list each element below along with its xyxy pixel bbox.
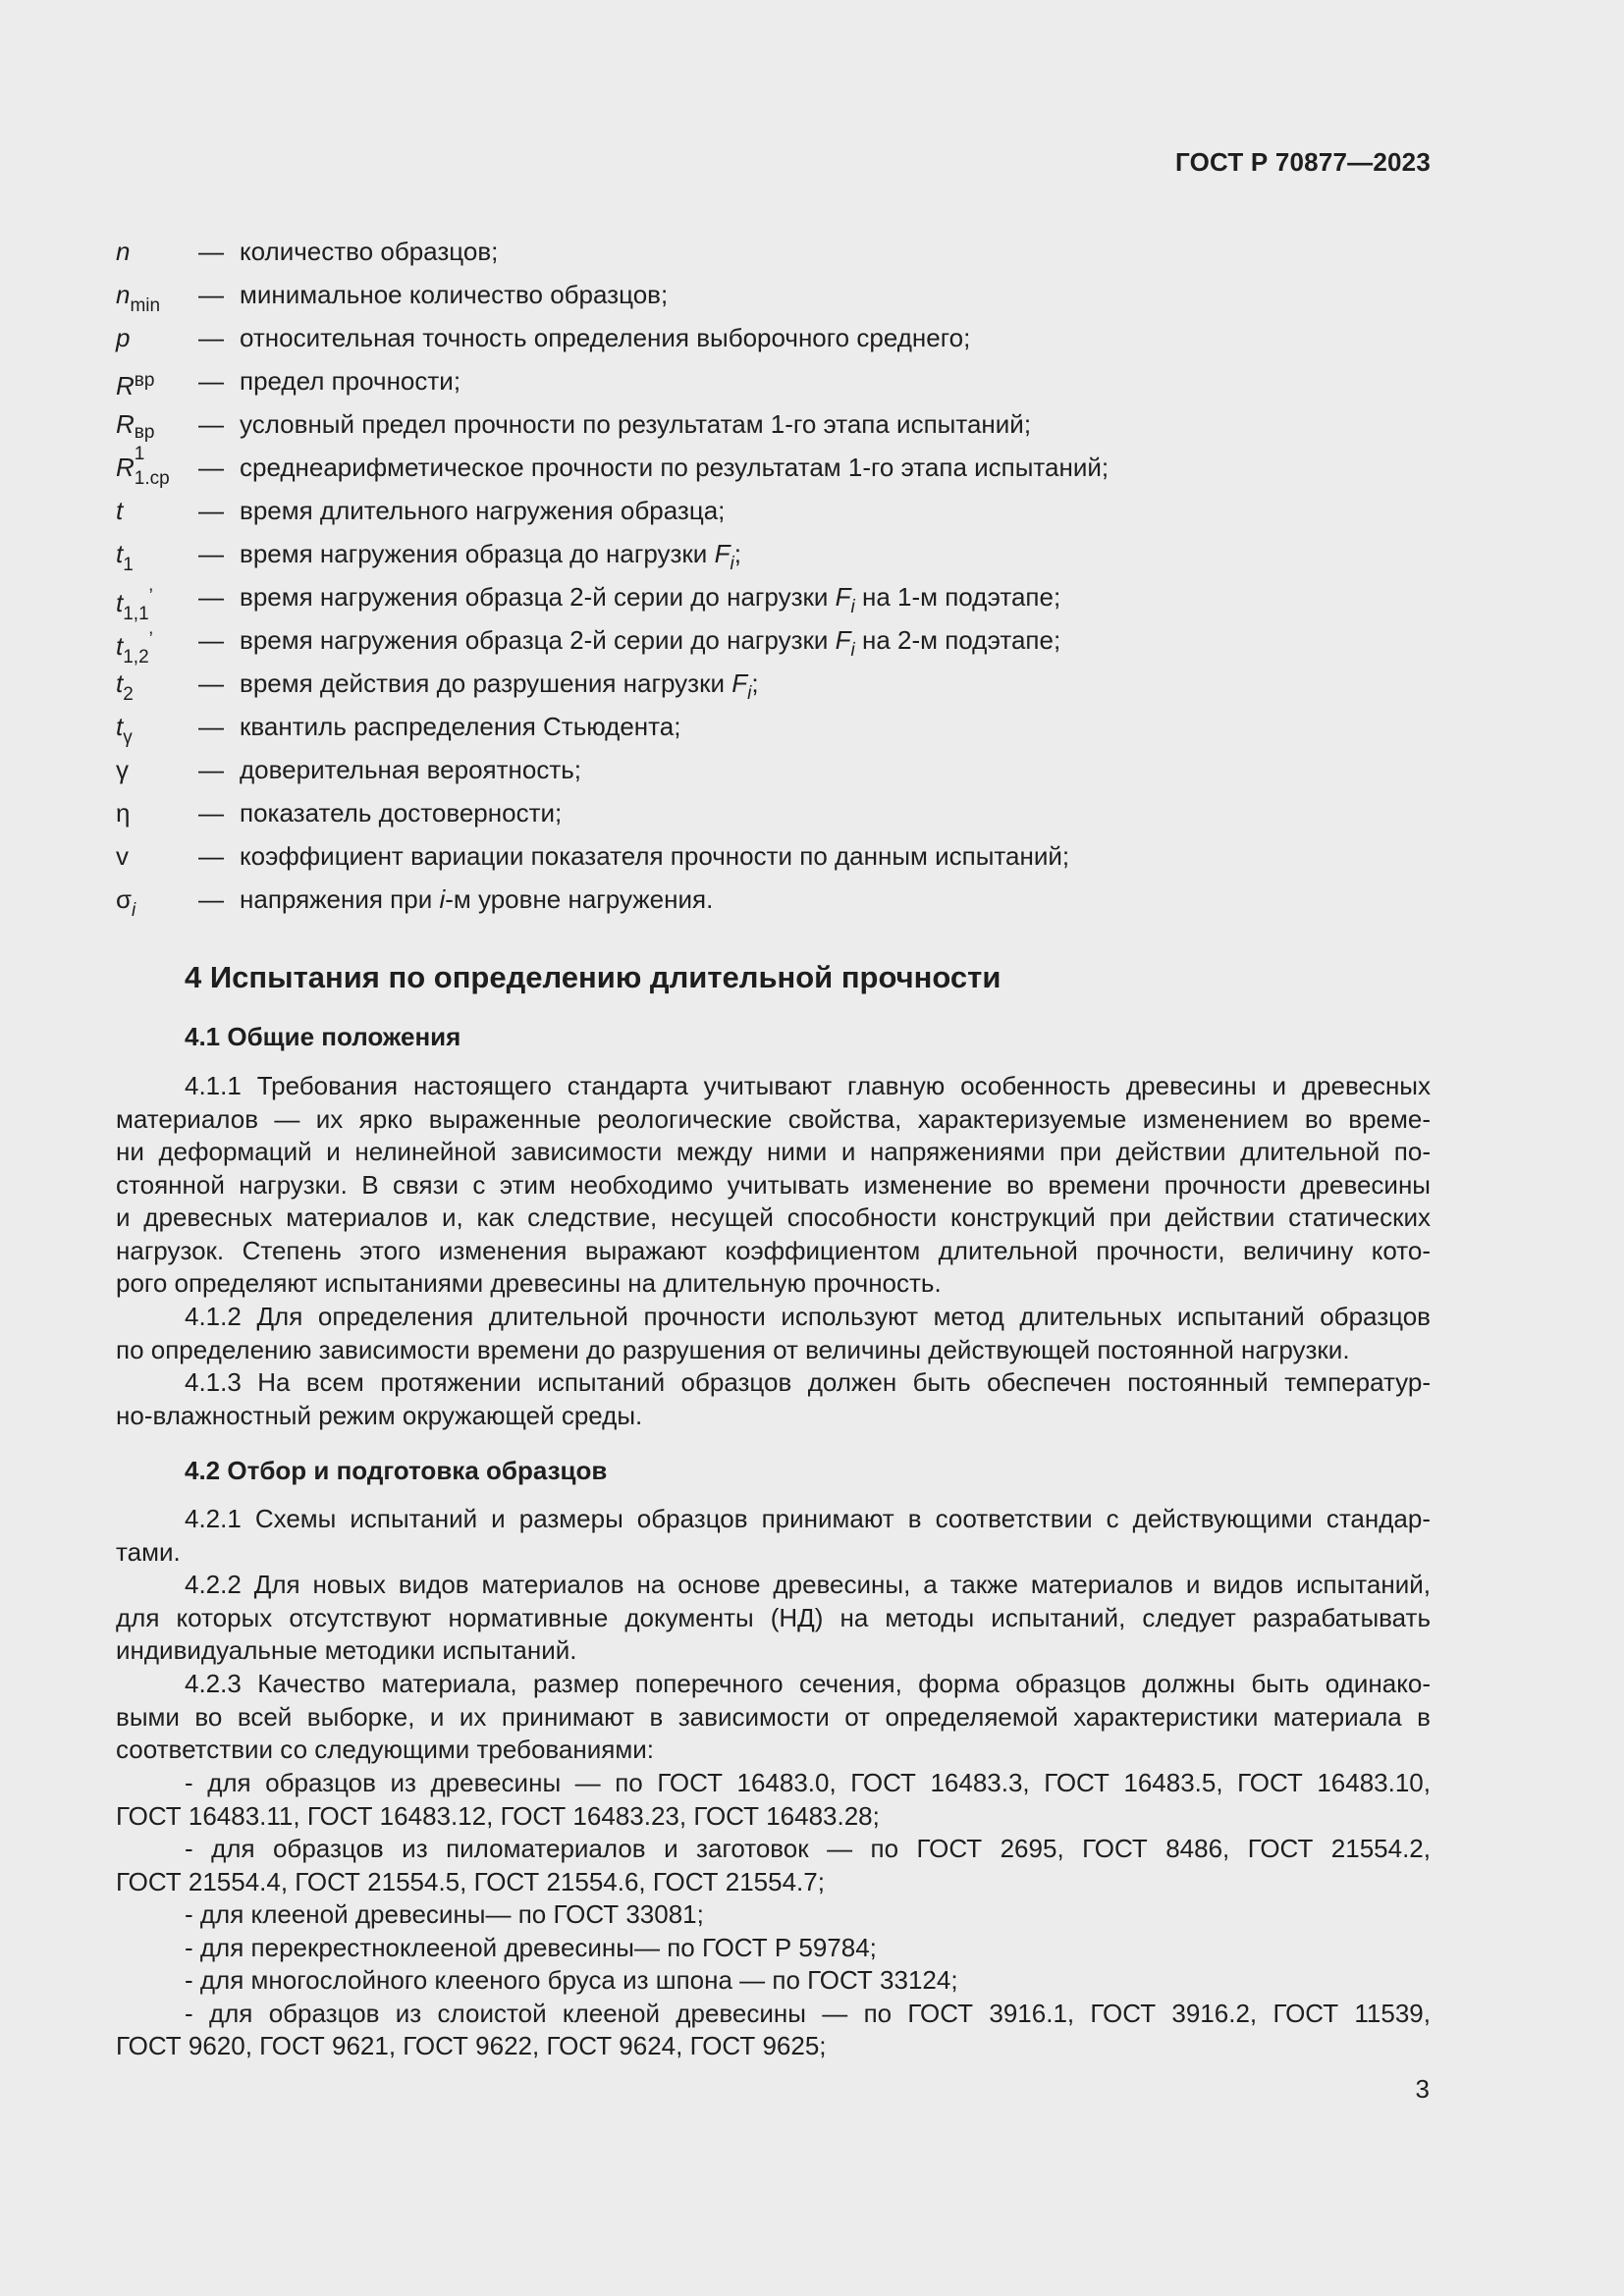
symbol: p [116,323,131,352]
symbol-row [116,491,1432,534]
text-line: по определению зависимости времени до разрушения от величины действующей постоянной нагрузки. [116,1334,1350,1364]
section-4-2-heading: 4.2 Отбор и подготовка образцов [185,1456,608,1485]
symbol: $t_{1,2}^’$ [116,629,153,667]
symbol: $R^{вр}$ [116,370,155,400]
text-line: - для образцов из слоистой клееной древесины — по ГОСТ 3916.1, ГОСТ 3916.2, ГОСТ 11539, [185,1998,1431,2028]
dash: — [198,539,224,568]
dash: — [198,280,224,309]
symbol-subscript: min [130,295,161,316]
paragraph-4-2-1 [116,1503,1431,1569]
text-line: материалов — их ярко выраженные реологические свойства, характеризуемые изменением во време- [116,1103,1431,1134]
paragraph-4-2-3 [116,1668,1431,1767]
text-line: - для образцов из пиломатериалов и заготовок — по ГОСТ 2695, ГОСТ 8486, ГОСТ 21554.2, [185,1834,1431,1863]
dash: — [198,755,224,784]
symbol-definition: условный предел прочности по результатам 1-го этапа испытаний; [240,409,1032,439]
symbol-definition: напряжения при i-м уровне нагружения. [240,884,714,914]
symbol-row [116,577,1432,624]
symbol-definition: относительная точность определения выборочного среднего; [240,323,971,352]
symbol: $t_1$ [116,539,134,575]
variable-subscript: i [850,640,855,661]
text-line: ГОСТ 16483.11, ГОСТ 16483.12, ГОСТ 16483.23, ГОСТ 16483.28; [116,1800,880,1831]
variable-subscript: i [850,597,855,617]
symbol-subscript: 1.ср [134,468,170,489]
text-line: но-влажностный режим окружающей среды. [116,1400,643,1430]
document-id: ГОСТ Р 70877—2023 [1175,147,1431,177]
dash: — [198,582,224,612]
symbol-definition: время нагружения образца 2-й серии до нагрузки $F_i$ на 2-м подэтапе; [240,625,1061,661]
symbol-superscript: вр [134,422,155,443]
symbol: $n_{min}$ [116,280,161,316]
symbol-glyph: γ [116,755,129,784]
symbol-subscript: i [132,900,136,921]
dash: — [198,712,224,741]
text-line: 4.2.1 Схемы испытаний и размеры образцов принимают в соответствии с действующими стандар- [185,1504,1431,1533]
symbol-subscript: 1,2 [123,647,149,667]
symbol-subscript: 1 [123,555,134,575]
symbol: n [116,237,131,266]
symbol-row [116,361,1432,404]
text-line: ГОСТ 21554.4, ГОСТ 21554.5, ГОСТ 21554.6, ГОСТ 21554.7; [116,1866,825,1896]
paragraph-4-1-3 [116,1366,1431,1432]
symbol-definition: среднеарифметическое прочности по результатам 1-го этапа испытаний; [240,453,1110,482]
symbol-row [116,707,1432,750]
list-item [116,1833,1431,1898]
dash: — [198,884,224,914]
symbol: R вр 1 [116,409,155,464]
symbol-row [116,448,1432,491]
symbol-subscript: 1 [134,444,145,464]
variable: F [714,539,731,568]
symbol-definition: время действия до разрушения нагрузки $F_i$; [240,668,759,704]
variable-subscript: i [730,554,734,574]
symbol: t [116,496,124,525]
text-line: 4.2.3 Качество материала, размер поперечного сечения, форма образцов должны быть одинако- [185,1669,1431,1698]
text-line: - для многослойного клееного бруса из шпона — по ГОСТ 33124; [185,1965,958,1995]
requirements-list [116,1767,1431,2063]
symbol: $t_\gamma$ [116,712,133,748]
section-4-heading: 4 Испытания по определению длительной прочности [185,960,1001,994]
symbols-list [116,232,1432,923]
symbol-prime: ’ [148,629,153,650]
variable: F [835,582,851,612]
symbol-subscript: γ [123,727,133,748]
symbol-glyph: η [116,798,131,828]
list-item [116,1964,1431,1998]
symbol-row [116,793,1432,836]
symbol-definition: коэффициент вариации показателя прочности по данным испытаний; [240,841,1070,871]
symbol-definition: время длительного нагружения образца; [240,496,726,525]
text-line: ГОСТ 9620, ГОСТ 9621, ГОСТ 9622, ГОСТ 9624, ГОСТ 9625; [116,2031,827,2060]
text-line: - для образцов из древесины — по ГОСТ 16483.0, ГОСТ 16483.3, ГОСТ 16483.5, ГОСТ 16483.10, [185,1768,1431,1797]
list-item [116,1932,1431,1965]
text-line: соответствии со следующими требованиями: [116,1735,654,1764]
symbol: $t_2$ [116,668,134,705]
list-item [116,1998,1431,2063]
dash: — [198,798,224,828]
symbol-definition: время нагружения образца до нагрузки $F_i$; [240,539,741,574]
symbol-definition: предел прочности; [240,366,461,396]
symbol-row [116,750,1432,793]
symbol-definition: минимальное количество образцов; [240,280,669,309]
symbol-glyph: σ [116,884,133,914]
symbol-superscript: вр [134,370,155,391]
variable-subscript: i [747,683,752,704]
symbol-definition: время нагружения образца 2-й серии до нагрузки $F_i$ на 1-м подэтапе; [240,582,1061,617]
symbol-row [116,880,1432,923]
symbol-row [116,275,1432,318]
dash: — [198,668,224,698]
list-item [116,1767,1431,1833]
dash: — [198,496,224,525]
symbol [116,836,129,876]
symbol-glyph: v [116,841,129,871]
text-line: - для клееной древесины— по ГОСТ 33081; [185,1899,704,1929]
dash: — [198,453,224,482]
text-line: 4.1.2 Для определения длительной прочности используют метод длительных испытаний образцов [185,1302,1431,1331]
dash: — [198,625,224,655]
dash: — [198,366,224,396]
symbol-row [116,836,1432,880]
symbol: $R_{1.ср}$ [116,453,170,489]
symbol-definition: количество образцов; [240,237,499,266]
symbol-row [116,318,1432,361]
text-line: 4.2.2 Для новых видов материалов на основе древесины, а также материалов и видов испытаний, [185,1570,1431,1599]
text-line: тами. [116,1536,181,1567]
dash: — [198,409,224,439]
paragraph-4-1-1 [116,1070,1431,1301]
symbol-subscript: 1,1 [123,604,149,624]
variable: F [835,625,851,655]
text-line: для которых отсутствуют нормативные документы (НД) на методы испытаний, следует разрабатывать [116,1602,1431,1632]
symbol-row [116,404,1432,464]
symbol: $t_{1,1}^’$ [116,586,153,624]
symbol [116,793,130,832]
text-line: нагрузок. Степень этого изменения выражают коэффициентом длительной прочности, величину кото- [116,1235,1431,1265]
section-4-1-heading: 4.1 Общие положения [185,1022,461,1051]
variable: i [439,884,446,914]
text-line: стоянной нагрузки. В связи с этим необходимо учитывать изменение во времени прочности древесины [116,1169,1431,1200]
text-line: и древесных материалов и, как следствие, несущей способности конструкций при действии статических [116,1202,1431,1232]
symbol-row [116,534,1432,577]
text-line: 4.1.1 Требования настоящего стандарта учитывают главную особенность древесины и древесных [185,1071,1431,1100]
text-line: выми во всей выборке, и их принимают в зависимости от определяемой характеристики материала в [116,1701,1431,1732]
page-number: 3 [1415,2074,1430,2104]
text-line: - для перекрестноклееной древесины— по ГОСТ Р 59784; [185,1932,877,1962]
paragraph-4-1-2 [116,1301,1431,1366]
text-line: индивидуальные методики испытаний. [116,1635,577,1665]
symbol-definition: показатель достоверности; [240,798,563,828]
text-line: рого определяют испытаниями древесины на длительную прочность. [116,1268,942,1298]
symbol-row [116,620,1432,667]
paragraph-4-2-2 [116,1569,1431,1668]
text-line: ни деформаций и нелинейной зависимости между ними и напряжениями при действии длительной по- [116,1137,1431,1166]
variable: F [731,668,748,698]
list-item [116,1898,1431,1932]
text-line: 4.1.3 На всем протяжении испытаний образцов должен быть обеспечен постоянный температур- [185,1367,1431,1397]
symbol-definition: квантиль распределения Стьюдента; [240,712,681,741]
symbol-prime: ’ [148,586,153,607]
symbol-row [116,664,1432,707]
symbol-row [116,232,1432,275]
dash: — [198,323,224,352]
symbol-definition: доверительная вероятность; [240,755,582,784]
symbol-subscript: 2 [123,684,134,705]
symbol [116,880,135,931]
dash: — [198,841,224,871]
dash: — [198,237,224,266]
symbol [116,750,129,789]
